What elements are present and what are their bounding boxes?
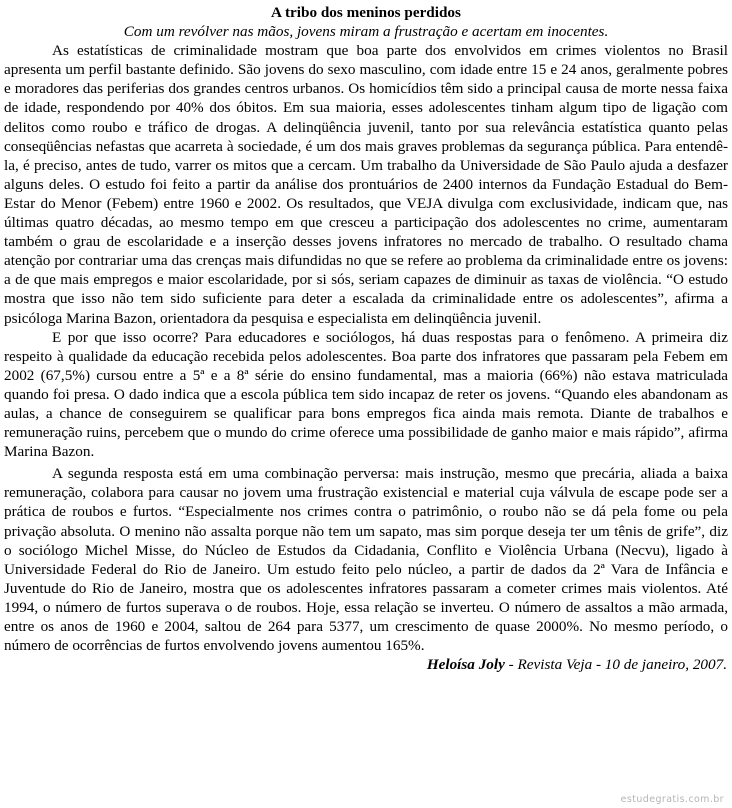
credit-author: Heloísa Joly bbox=[426, 656, 505, 674]
article-subtitle: Com um revólver nas mãos, jovens miram a frustração e acertam em inocentes. bbox=[123, 23, 609, 41]
paragraph-1: As estatísticas de criminalidade mostram que boa parte dos envolvidos em crimes violentos no Brasil apresenta um perfil bastante definido. São jovens do sexo masculino, com idade entre 15 e 24 anos, geralmente pobres e moradores das periferias dos grandes centros urbanos. Os homicídios têm sido a principal causa de morte nessa faixa de idade, respondendo por 40% dos óbitos. Em sua maioria, esses adolescentes tinham algum tipo de ligação com delitos como roubo e tráfico de drogas. A delinqüência juvenil, tanto por sua relevância estatística quanto pelas conseqüências nefastas que acarreta à sociedade, é um dos mais graves problemas da segurança pública. Para entendê-la, é preciso, antes de tudo, varrer os mitos que a cercam. Um trabalho da Universidade de São Paulo ajuda a desfazer alguns deles. O estudo foi feito a partir da análise dos prontuários de 2400 internos da Fundação Estadual do Bem-Estar do Menor (Febem) entre 1960 e 2002. Os resultados, que VEJA divulga com exclusividade, indicam que, nas últimas quatro décadas, ao mesmo tempo em que cresceu a participação dos adolescentes no crime, aumentaram também o grau de escolaridade e a inserção desses jovens infratores no mercado de trabalho. O resultado chama atenção por contrariar uma das crenças mais difundidas no que se refere ao problema da criminalidade entre os jovens: a de que mais empregos e maior escolaridade, por si sós, seriam capazes de diminuir as taxas de violência. “O estudo mostra que isso não tem sido suficiente para deter a escalada da criminalidade entre os adolescentes”, afirma a psicóloga Marina Bazon, orientadora da pesquisa e especialista em delinqüência juvenil. bbox=[4, 42, 728, 327]
site-watermark: estudegratis.com.br bbox=[620, 794, 724, 805]
paragraph-2: E por que isso ocorre? Para educadores e sociólogos, há duas respostas para o fenômeno. A primeira diz respeito à qualidade da educação recebida pelos adolescentes. Boa parte dos infratores que passaram pela Febem em 2002 (67,5%) cursou entre a 5ª e a 8ª série do ensino fundamental, mas a maioria (66%) não estava matriculada quando foi presa. O dado indica que a escola pública tem sido incapaz de reter os jovens. “Quando eles abandonam as aulas, a chance de conseguirem se qualificar para bons empregos fica ainda mais remota. Diante de trabalhos e remuneração ruins, percebem que o mundo do crime oferece uma possibilidade de ganho maior e mais rápido”, afirma Marina Bazon. bbox=[4, 328, 728, 461]
credit-source: - Revista Veja - 10 de janeiro, 2007. bbox=[504, 656, 727, 674]
article-credit bbox=[4, 655, 728, 674]
article-title: A tribo dos meninos perdidos bbox=[271, 4, 461, 21]
paragraph-3: A segunda resposta está em uma combinação perversa: mais instrução, mesmo que precária, aliada a baixa remuneração, colabora para causar no jovem uma frustração existencial e material cuja válvula de escape pode ser a prática de roubos e furtos. “Especialmente nos crimes contra o patrimônio, o roubo não se dá pela fome ou pela privação absoluta. O menino não assalta porque não tem um sapato, mas sim porque deseja ter um tênis de grife”, diz o sociólogo Michel Misse, do Núcleo de Estudos da Cidadania, Conflito e Violência Urbana (Necvu), ligado à Universidade Federal do Rio de Janeiro. Um estudo feito pelo núcleo, a partir de dados da 2ª Vara de Infância e Juventude do Rio de Janeiro, mostra que os adolescentes infratores passaram a cometer crimes mais violentos. Até 1994, o número de furtos superava o de roubos. Hoje, essa relação se inverteu. O número de assaltos a mão armada, entre os anos de 1960 e 2004, saltou de 264 para 5377, um crescimento de quase 2000%. No mesmo período, o número de ocorrências de furtos envolvendo jovens aumentou 165%. bbox=[4, 465, 728, 655]
article bbox=[4, 3, 728, 674]
